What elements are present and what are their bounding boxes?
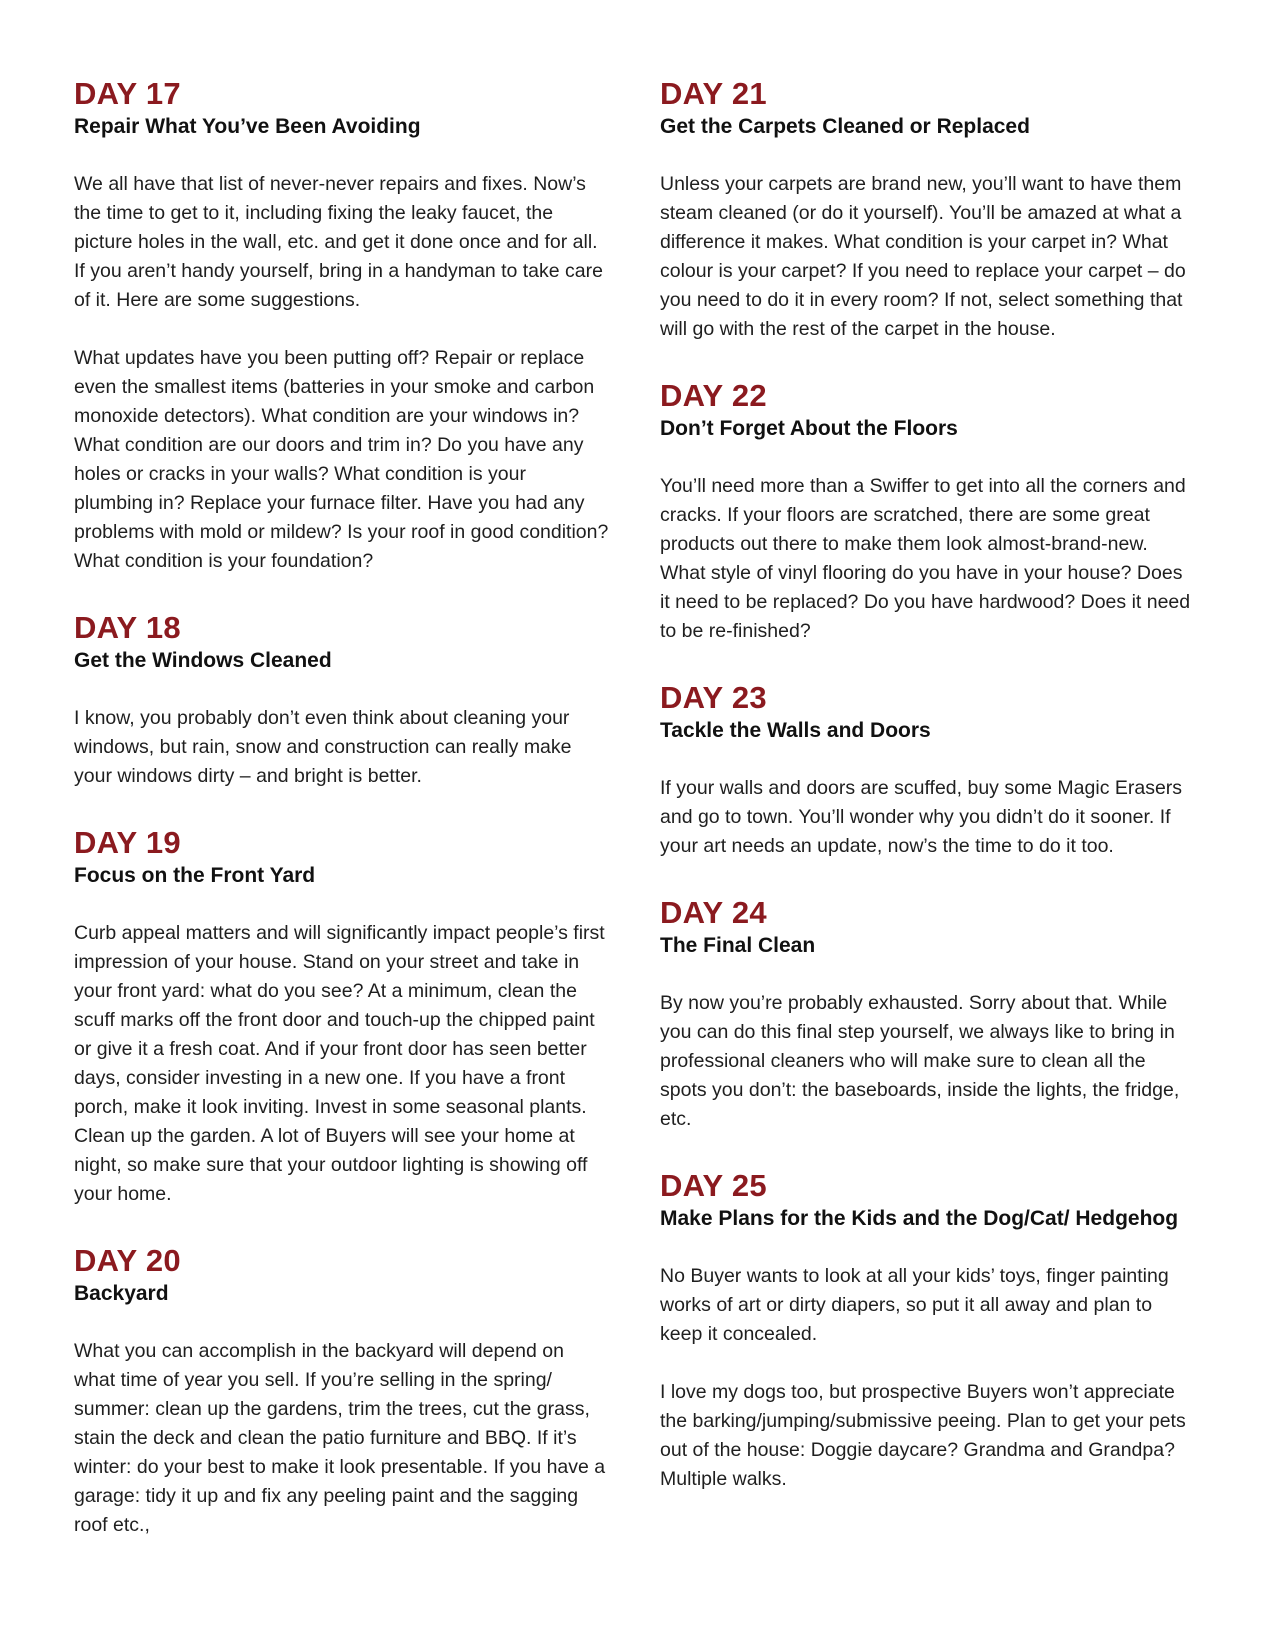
- day-paragraph: I love my dogs too, but prospective Buyers won’t appreciate the barking/jumping/submissive peeing. Plan to get your pets out of the house: Doggie daycare? Grandma and Grandpa? Multiple walks.: [660, 1381, 1186, 1490]
- day-subheading: The Final Clean: [660, 934, 816, 957]
- day-heading: DAY 25: [660, 1168, 767, 1203]
- day-section: [74, 610, 609, 791]
- day-subheading: Don’t Forget About the Floors: [660, 417, 958, 440]
- day-heading: DAY 19: [74, 825, 181, 860]
- day-paragraph: Unless your carpets are brand new, you’ll want to have them steam cleaned (or do it yourself). You’ll be amazed at what a difference it makes. What condition is your carpet in? What colour is your carpet? If you need to replace your carpet – do you need to do it in every room? If not, select something that will go with the rest of the carpet in the house.: [660, 173, 1186, 340]
- day-paragraph: I know, you probably don’t even think about cleaning your windows, but rain, snow and construction can really make your windows dirty – and bright is better.: [74, 707, 572, 787]
- day-paragraph: Curb appeal matters and will significantly impact people’s first impression of your house. Stand on your street and take in your front yard: what do you see? At a minimum, clean the scuff marks off the front door and touch-up the chipped paint or give it a fresh coat. And if your front door has seen better days, consider investing in a new one. If you have a front porch, make it look inviting. Invest in some seasonal plants. Clean up the garden. A lot of Buyers will see your home at night, so make sure that your outdoor lighting is showing off your home.: [74, 922, 605, 1205]
- day-paragraph: No Buyer wants to look at all your kids’ toys, finger painting works of art or dirty diapers, so put it all away and plan to keep it concealed.: [660, 1265, 1169, 1345]
- day-section: [660, 76, 1195, 344]
- day-section: [74, 76, 609, 576]
- day-section: [660, 680, 1195, 861]
- day-heading: DAY 20: [74, 1243, 181, 1278]
- day-heading: DAY 24: [660, 895, 767, 930]
- day-heading: DAY 18: [74, 610, 181, 645]
- day-paragraph: We all have that list of never-never repairs and fixes. Now’s the time to get to it, including fixing the leaky faucet, the picture holes in the wall, etc. and get it done once and for all. If you aren’t handy yourself, bring in a handyman to take care of it. Here are some suggestions.: [74, 173, 603, 311]
- day-subheading: Get the Windows Cleaned: [74, 649, 332, 672]
- day-section: [660, 378, 1195, 646]
- day-section: [660, 895, 1195, 1134]
- day-subheading: Backyard: [74, 1282, 169, 1305]
- day-subheading: Tackle the Walls and Doors: [660, 719, 931, 742]
- day-paragraph: If your walls and doors are scuffed, buy some Magic Erasers and go to town. You’ll wonder why you didn’t do it sooner. If your art needs an update, now’s the time to do it too.: [660, 777, 1183, 857]
- right-column: [660, 76, 1195, 1528]
- day-subheading: Make Plans for the Kids and the Dog/Cat/ Hedgehog: [660, 1207, 1179, 1230]
- day-subheading: Repair What You’ve Been Avoiding: [74, 115, 421, 138]
- day-subheading: Focus on the Front Yard: [74, 864, 316, 887]
- day-heading: DAY 23: [660, 680, 767, 715]
- day-paragraph: By now you’re probably exhausted. Sorry about that. While you can do this final step yourself, we always like to bring in professional cleaners who will make sure to clean all the spots you don’t: the baseboards, inside the lights, the fridge, etc.: [660, 992, 1180, 1130]
- day-subheading: Get the Carpets Cleaned or Replaced: [660, 115, 1030, 138]
- day-section: [74, 1243, 609, 1540]
- day-paragraph: You’ll need more than a Swiffer to get into all the corners and cracks. If your floors are scratched, there are some great products out there to make them look almost-brand-new. What style of vinyl flooring do you have in your house? Does it need to be replaced? Do you have hardwood? Does it need to be re-finished?: [660, 475, 1191, 642]
- day-section: [660, 1168, 1195, 1494]
- day-paragraph: What updates have you been putting off? Repair or replace even the smallest items (batteries in your smoke and carbon monoxide detectors). What condition are your windows in? What condition are our doors and trim in? Do you have any holes or cracks in your walls? What condition is your plumbing in? Replace your furnace filter. Have you had any problems with mold or mildew? Is your roof in good condition? What condition is your foundation?: [74, 347, 609, 572]
- day-paragraph: What you can accomplish in the backyard will depend on what time of year you sell. If you’re selling in the spring/ summer: clean up the gardens, trim the trees, cut the grass, stain the deck and clean the patio furniture and BBQ. If it’s winter: do your best to make it look presentable. If you have a garage: tidy it up and fix any peeling paint and the sagging roof etc.,: [74, 1340, 606, 1536]
- day-heading: DAY 17: [74, 76, 181, 111]
- day-heading: DAY 21: [660, 76, 767, 111]
- day-heading: DAY 22: [660, 378, 767, 413]
- day-section: [74, 825, 609, 1209]
- left-column: [74, 76, 609, 1574]
